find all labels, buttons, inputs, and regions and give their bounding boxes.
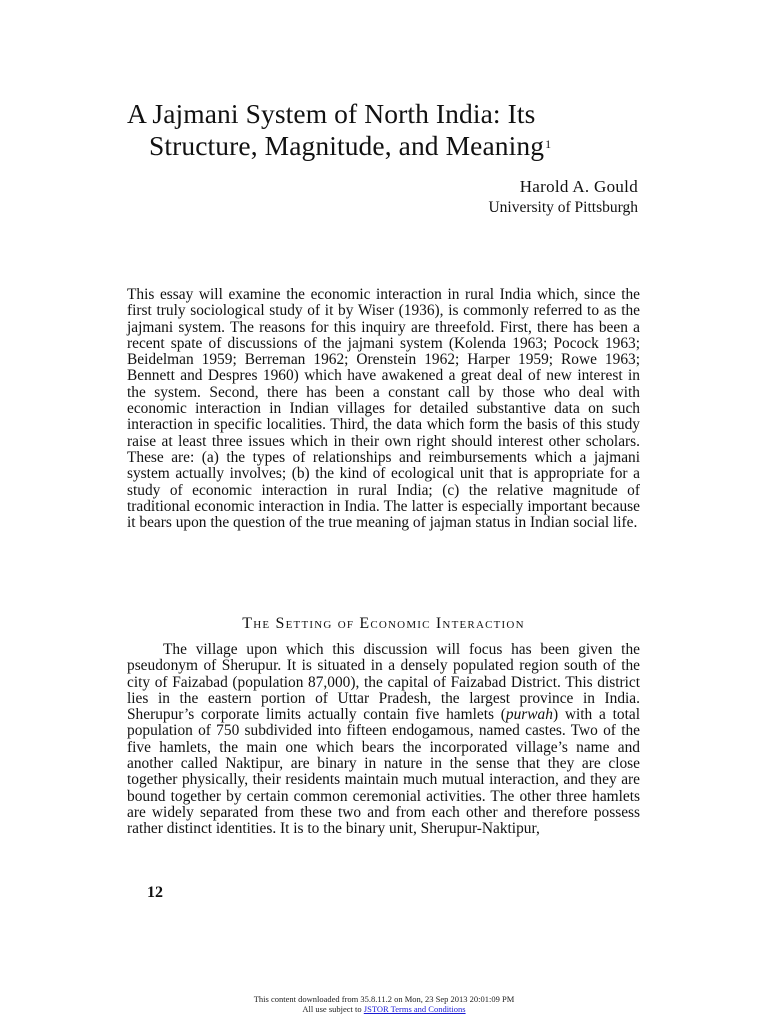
section-paragraph-part2: ) with a total population of 750 subdivided into fifteen endogamous, named castes. Two of the five hamlets, the main one which bears the incorporated village’s name and another called Naktipur, are binary in nature in the sense that they are close together physically, their residents maintain much mutual interaction, and they are bound together by certain common ceremonial activities. The other three hamlets are widely separated from these two and from each other and therefore possess rather distinct identities. It is to the binary unit, Sherupur-Naktipur, — [127, 706, 640, 838]
section-paragraph-part1: The village upon which this discussion will focus has been given the pseudonym of Sherupur. It is situated in a densely populated region south of the city of Faizabad (population 87,000), the capital of Faizabad District. This district lies in the eastern portion of Uttar Pradesh, the largest province in India. Sherupur’s corporate limits actually contain five hamlets ( — [127, 641, 640, 724]
title-footnote-marker: 1 — [545, 137, 552, 151]
section-paragraph-italic-term: purwah — [505, 706, 553, 724]
page-number: 12 — [147, 884, 163, 901]
author-affiliation: University of Pittsburgh — [488, 199, 638, 216]
footer-terms-line — [0, 1005, 768, 1015]
article-title — [127, 98, 687, 162]
article-title-line2-text: Structure, Magnitude, and Meaning — [149, 130, 545, 161]
article-title-line1: A Jajmani System of North India: Its — [127, 98, 536, 129]
section-paragraph — [127, 642, 640, 838]
footer-download-line: This content downloaded from 35.8.11.2 on Mon, 23 Sep 2013 20:01:09 PM — [253, 994, 515, 1004]
section-heading: The Setting of Economic Interaction — [242, 615, 525, 632]
footer-terms-prefix: All use subject to — [302, 1003, 364, 1014]
jstor-terms-link[interactable]: JSTOR Terms and Conditions — [363, 1003, 466, 1014]
abstract-paragraph: This essay will examine the economic interaction in rural India which, since the first truly sociological study of it by Wiser (1936), is commonly referred to as the jajmani system. The reasons for this inquiry are threefold. First, there has been a recent spate of discussions of the jajmani system (Kolenda 1963; Pocock 1963; Beidelman 1959; Berreman 1962; Orenstein 1962; Harper 1959; Rowe 1963; Bennett and Despres 1960) which have awakened a great deal of new interest in the system. Second, there has been a constant call by those who deal with economic interaction in Indian villages for detailed substantive data on such interaction in specific localities. Third, the data which form the basis of this study raise at least three issues which in their own right should interest other scholars. These are: (a) the types of relationships and reimbursements which a jajmani system actually involves; (b) the kind of ecological unit that is appropriate for a study of economic interaction in rural India; (c) the relative magnitude of traditional economic interaction in India. The latter is especially important because it bears upon the question of the true meaning of jajman status in Indian social life. — [127, 286, 640, 532]
article-title-line2 — [127, 130, 687, 162]
download-footer — [0, 995, 768, 1014]
author-name: Harold A. Gould — [519, 177, 638, 196]
